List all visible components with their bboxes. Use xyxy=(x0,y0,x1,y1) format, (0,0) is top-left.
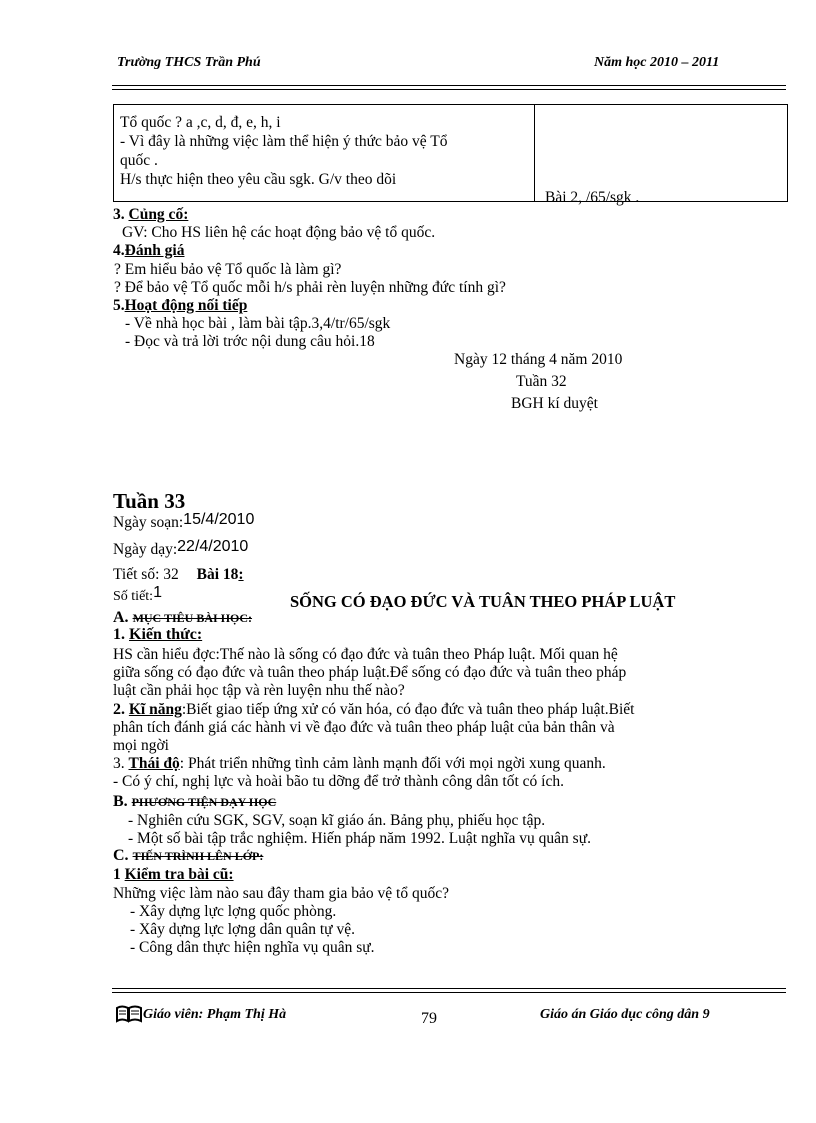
knowledge-text: HS cần hiểu đợc:Thế nào là sống có đạo đức và tuân theo Pháp luật. Mối quan hệ giữa sống có đạo đức và tuân theo pháp luật.Để sống có đạo đức và tuân theo pháp luật cần phải học tập và rèn luyện nhu thế nào? xyxy=(113,646,627,699)
page-number: 79 xyxy=(421,1010,437,1027)
lesson-title: SỐNG CÓ ĐẠO ĐỨC VÀ TUÂN THEO PHÁP LUẬT xyxy=(290,592,676,611)
table-right-text: Bài 2, /65/sgk . xyxy=(545,189,640,206)
header-year: Năm học 2010 – 2011 xyxy=(594,55,720,70)
skills-text: 2. Kĩ năng:Biết giao tiếp ứng xử có văn hóa, có đạo đức và tuân theo pháp luật.Biết phân tích đánh giá các hành vi về đạo đức và tuân theo pháp luật của bản thân và mọi ngời xyxy=(113,701,635,754)
section-b-heading: B. PHƯƠNG TIỆN DẠY HỌC xyxy=(113,793,277,810)
section-c-heading: C. TIẾN TRÌNH LÊN LỚP: xyxy=(113,847,264,864)
table-line: quốc . xyxy=(120,152,158,169)
table-line: - Vì đây là những việc làm thể hiện ý thức bảo vệ Tổ xyxy=(120,133,448,150)
attitude-text: 3. Thái độ: Phát triển những tình cảm lành mạnh đối với mọi ngời xung quanh. - Có ý chí, nghị lực và hoài bão tu dỡng để trở thành công dân tốt có ích. xyxy=(113,755,606,790)
check-option: - Xây dựng lực lợng dân quân tự vệ. xyxy=(130,921,355,938)
signoff-approval: BGH kí duyệt xyxy=(511,395,598,412)
header-school: Trường THCS Trần Phú xyxy=(117,55,261,70)
footer-subject: Giáo án Giáo dục công dân 9 xyxy=(540,1007,710,1022)
footer-teacher: Giáo viên: Phạm Thị Hà xyxy=(143,1007,287,1022)
check-heading: 1 Kiểm tra bài cũ: xyxy=(113,866,234,883)
continuation-table xyxy=(113,104,788,206)
table-right-cell xyxy=(535,105,788,206)
header-rule xyxy=(112,85,786,86)
followup-heading: 5.Hoạt động nối tiếp xyxy=(113,297,248,314)
section-a-heading: A. MỤC TIÊU BÀI HỌC: xyxy=(113,609,253,626)
check-option: - Xây dựng lực lợng quốc phòng. xyxy=(130,903,337,920)
lesson-week: Tuần 33 xyxy=(113,489,186,513)
consolidation-heading: 3. Củng cố: xyxy=(113,206,189,223)
footer-rule xyxy=(112,988,786,989)
table-line: Tổ quốc ? a ,c, d, đ, e, h, i xyxy=(120,114,281,131)
consolidation-text: GV: Cho HS liên hệ các hoạt động bảo vệ tổ quốc. xyxy=(122,224,436,241)
knowledge-heading: 1. Kiến thức: xyxy=(113,626,203,643)
evaluation-question: ? Em hiểu bảo vệ Tổ quốc là làm gì? xyxy=(114,261,342,278)
evaluation-heading: 4.Đánh giá xyxy=(113,242,185,259)
followup-item: - Đọc và trả lời trớc nội dung câu hỏi.18 xyxy=(125,333,375,350)
book-icon xyxy=(115,1005,143,1028)
signoff-week: Tuần 32 xyxy=(516,373,567,390)
evaluation-question: ? Để bảo vệ Tổ quốc mỗi h/s phải rèn luyện những đức tính gì? xyxy=(114,279,506,296)
footer-rule-2 xyxy=(112,992,786,993)
signoff-date: Ngày 12 tháng 4 năm 2010 xyxy=(454,351,623,368)
table-line: H/s thực hiện theo yêu cầu sgk. G/v theo dõi xyxy=(120,171,397,188)
header-rule-2 xyxy=(112,89,786,90)
prep-date-row: Ngày soạn:15/4/2010 xyxy=(113,511,255,531)
section-b-item: - Nghiên cứu SGK, SGV, soạn kĩ giáo án. Bảng phụ, phiếu học tập. xyxy=(128,812,546,829)
count-row: Số tiết:1 xyxy=(113,584,162,604)
check-option: - Công dân thực hiện nghĩa vụ quân sự. xyxy=(130,939,375,956)
table-left-cell xyxy=(114,105,535,202)
section-b-item: - Một số bài tập trắc nghiệm. Hiến pháp năm 1992. Luật nghĩa vụ quân sự. xyxy=(128,830,591,847)
followup-item: - Về nhà học bài , làm bài tập.3,4/tr/65/sgk xyxy=(125,315,391,332)
check-question: Những việc làm nào sau đây tham gia bảo vệ tổ quốc? xyxy=(113,885,449,902)
teach-date-row: Ngày dạy:22/4/2010 xyxy=(113,538,249,558)
period-row: Tiết số: 32 Bài 18: xyxy=(113,566,244,583)
